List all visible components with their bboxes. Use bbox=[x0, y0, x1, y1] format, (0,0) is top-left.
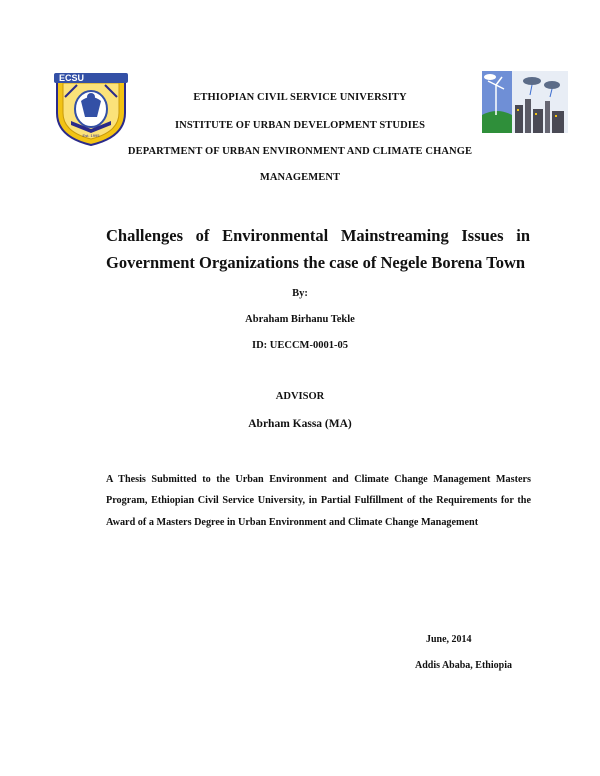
ecsu-logo-caption: Est. 1995 bbox=[82, 133, 100, 138]
ecsu-logo-text: ECSU bbox=[59, 73, 85, 83]
ecsu-logo bbox=[51, 71, 131, 147]
institute-name: INSTITUTE OF URBAN DEVELOPMENT STUDIES bbox=[174, 120, 426, 131]
advisor-name: Abrham Kassa (MA) bbox=[248, 418, 352, 430]
thesis-statement: A Thesis Submitted to the Urban Environment and Climate Change Management Masters Program, Ethiopian Civil Service University, in Partial Fulfillment of the Requirements for the Award of a Masters Degree in Urban Environment and Climate Change Management bbox=[106, 474, 531, 528]
department-name-line1: DEPARTMENT OF URBAN ENVIRONMENT AND CLIMATE CHANGE bbox=[127, 146, 473, 157]
department-name-line2: MANAGEMENT bbox=[259, 172, 341, 183]
author-id: ID: UECCM-0001-05 bbox=[252, 340, 348, 351]
thesis-title: Challenges of Environmental Mainstreaming Issues in Government Organizations the case of Negele Borena Town bbox=[106, 226, 530, 272]
submission-date: June, 2014 bbox=[426, 634, 472, 645]
by-label: By: bbox=[292, 288, 308, 299]
advisor-label: ADVISOR bbox=[275, 391, 325, 402]
submission-place: Addis Ababa, Ethiopia bbox=[415, 660, 512, 671]
university-name: ETHIOPIAN CIVIL SERVICE UNIVERSITY bbox=[193, 92, 407, 103]
author-name: Abraham Birhanu Tekle bbox=[245, 314, 355, 325]
